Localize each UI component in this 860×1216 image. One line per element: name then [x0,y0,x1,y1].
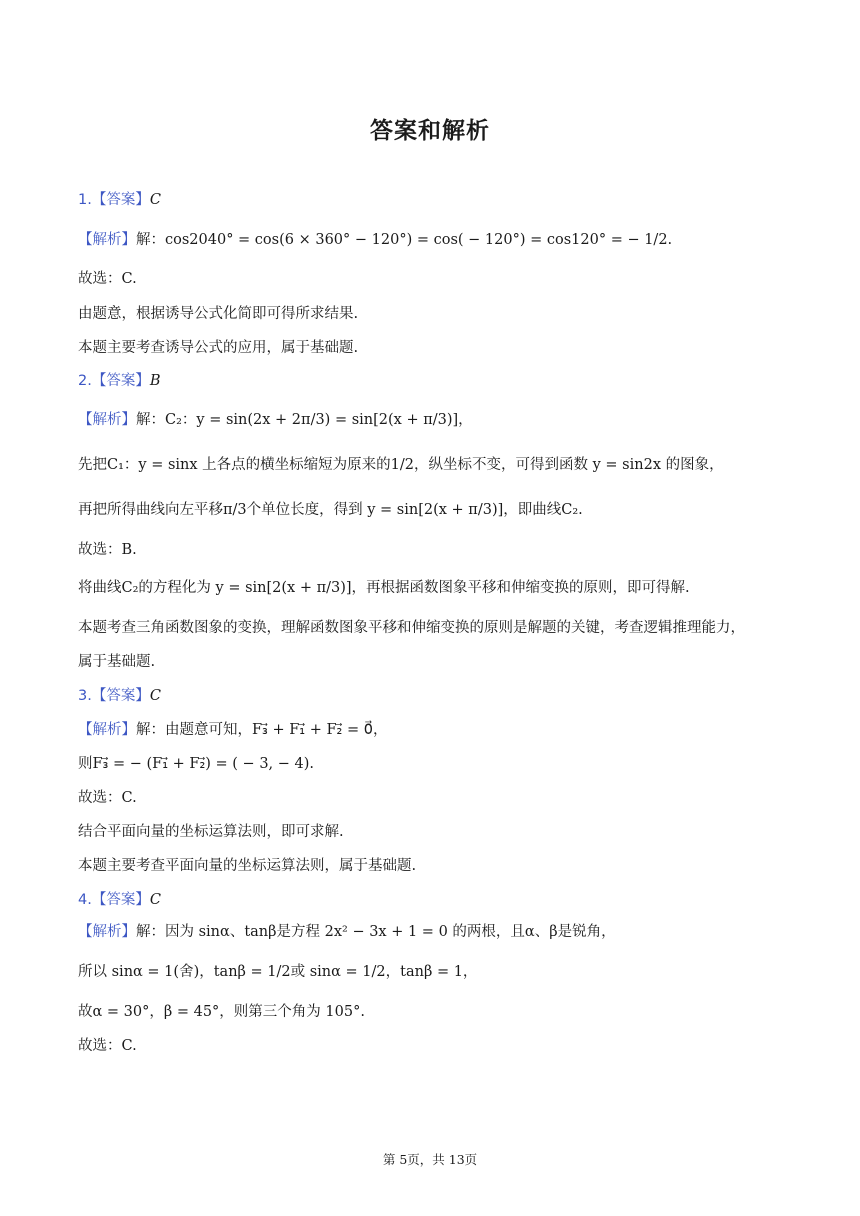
q1-answer-tag: 【答案】 [91,192,150,208]
q2-answer: B [149,373,161,389]
q2-answer-tag: 【答案】 [91,373,150,389]
q3-explain-tag: 【解析】 [78,722,136,738]
q3-line: 则F₃⃗ = − (F₁⃗ + F₂⃗) = ( − 3, − 4). [78,756,315,772]
q2-answer-line [78,371,161,391]
q3-explain: 解：由题意可知，F₃⃗ + F₁⃗ + F₂⃗ = 0⃗， [136,722,388,738]
q3-line: 本题主要考查平面向量的坐标运算法则，属于基础题. [78,858,417,874]
q2-number: 2. [78,373,92,389]
q1-number: 1. [78,192,92,208]
page-footer: 第 5页，共 13页 [382,1152,478,1167]
q2-line: 属于基础题. [78,654,156,670]
q2-line: 将曲线C₂的方程化为 y = sin[2(x + π/3)]，再根据函数图象平移和伸缩变换的原则，即可得解. [78,580,690,596]
q1-answer: C [149,192,161,208]
q4-answer-line [78,890,161,910]
q3-answer-tag: 【答案】 [91,688,150,704]
q2-line: 先把C₁：y = sinx 上各点的横坐标缩短为原来的1/2，纵坐标不变，可得到函数 y = sin2x 的图象， [78,457,724,473]
q3-number: 3. [78,688,92,704]
q4-line: 故选：C. [78,1038,137,1054]
q1-explain-line [78,230,672,250]
q4-explain-tag: 【解析】 [78,924,136,940]
q2-line: 本题考查三角函数图象的变换，理解函数图象平移和伸缩变换的原则是解题的关键，考查逻辑推理能力， [78,620,745,636]
q1-line: 由题意，根据诱导公式化简即可得所求结果. [78,306,359,322]
q1-explain-tag: 【解析】 [78,232,136,248]
q4-line: 故α = 30°，β = 45°，则第三个角为 105°. [78,1004,365,1020]
q4-answer-tag: 【答案】 [91,892,150,908]
q1-explain: 解：cos2040° = cos(6 × 360° − 120°) = cos( − 120°) = cos120° = − 1/2. [136,232,673,248]
q3-line: 结合平面向量的坐标运算法则，即可求解. [78,824,344,840]
q3-answer: C [149,688,161,704]
q2-explain: 解：C₂：y = sin(2x + 2π/3) = sin[2(x + π/3)]， [136,412,473,428]
q2-line: 再把所得曲线向左平移π/3个单位长度，得到 y = sin[2(x + π/3)]，即曲线C₂. [78,502,583,518]
q4-explain: 解：因为 sinα、tanβ是方程 2x² − 3x + 1 = 0 的两根，且α、β是锐角， [136,924,616,940]
q2-explain-line [78,410,473,430]
q4-number: 4. [78,892,92,908]
q2-explain-tag: 【解析】 [78,412,136,428]
q4-line: 所以 sinα = 1(舍)，tanβ = 1/2或 sinα = 1/2，tanβ = 1， [78,964,478,980]
q1-line: 本题主要考查诱导公式的应用，属于基础题. [78,340,359,356]
q3-line: 故选：C. [78,790,137,806]
q3-explain-line [78,720,387,740]
q3-answer-line [78,686,161,706]
q4-answer: C [149,892,161,908]
q1-line: 故选：C. [78,271,137,287]
q2-line: 故选：B. [78,542,137,558]
q1-answer-line [78,190,161,210]
page-title: 答案和解析 [370,118,490,144]
q4-explain-line [78,922,616,942]
